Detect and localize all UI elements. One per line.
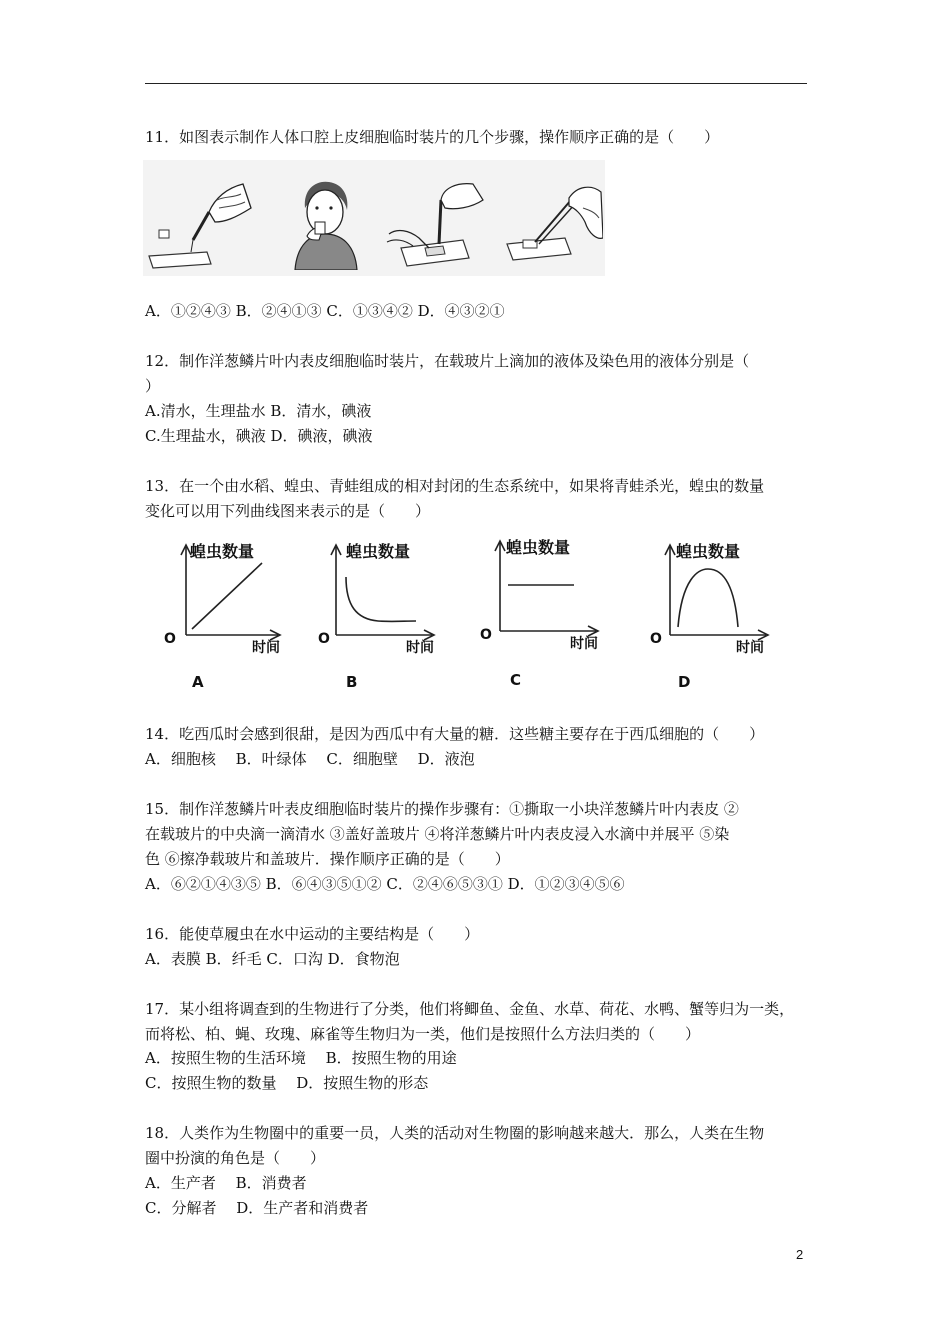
q13-graph-c [478,535,648,700]
step-1-dropper-slide-image [145,178,255,270]
q18-options-line-1: A．生产者 B．消费者 [145,1174,307,1192]
q16-stem: 16．能使草履虫在水中运动的主要结构是（ ） [145,925,480,943]
q17-stem-line-1: 17．某小组将调查到的生物进行了分类，他们将鲫鱼、金鱼、水草、荷花、水鸭、蟹等归为一类， [145,1000,795,1018]
q14-stem: 14．吃西瓜时会感到很甜，是因为西瓜中有大量的糖．这些糖主要存在于西瓜细胞的（ ） [145,725,765,743]
graph-a-letter: A [192,673,204,691]
q12-stem-line-2: ） [145,377,161,395]
graph-b-origin: O [318,631,330,647]
q11-stem: 11．如图表示制作人体口腔上皮细胞临时装片的几个步骤，操作顺序正确的是（ ） [145,128,720,146]
q12-stem-line-1: 12．制作洋葱鳞片叶内表皮细胞临时装片，在载玻片上滴加的液体及染色用的液体分别是（ [145,352,750,370]
graph-b-xlabel: 时间 [406,640,434,656]
step-3-cover-slip-image [383,178,493,270]
graph-d-letter: D [678,673,691,691]
header-rule [145,83,807,84]
q17-options-line-1: A．按照生物的生活环境 B．按照生物的用途 [145,1049,457,1067]
q14-options: A．细胞核 B．叶绿体 C．细胞壁 D．液泡 [145,750,475,768]
q15-stem-line-2: 在载玻片的中央滴一滴清水 ③盖好盖玻片 ④将洋葱鳞片叶内表皮浸入水滴中并展平 ⑤染 [145,825,730,843]
q12-options-line-1: A.清水，生理盐水 B．清水，碘液 [145,402,372,420]
q18-options-line-2: C．分解者 D．生产者和消费者 [145,1199,369,1217]
q17-options-line-2: C．按照生物的数量 D．按照生物的形态 [145,1074,429,1092]
q18-stem-line-1: 18．人类作为生物圈中的重要一员，人类的活动对生物圈的影响越来越大．那么，人类在生物 [145,1124,765,1142]
q15-options: A．⑥②①④③⑤ B．⑥④③⑤①② C．②④⑥⑤③① D．①②③④⑤⑥ [145,875,625,893]
graph-c-origin: O [480,627,492,643]
step-4-tweezers-slide-image [499,178,603,270]
q12-options-line-2: C.生理盐水，碘液 D．碘液，碘液 [145,427,373,445]
graph-a-curve [192,563,262,629]
page-number: 2 [796,1247,804,1262]
q17-stem-line-2: 而将松、柏、蝇、玫瑰、麻雀等生物归为一类，他们是按照什么方法归类的（ ） [145,1025,701,1043]
graph-d-ylabel: 蝗虫数量 [676,542,741,561]
graph-d-xlabel: 时间 [736,640,764,656]
graph-a-xlabel: 时间 [252,640,280,656]
q15-stem-line-3: 色 ⑥擦净载玻片和盖玻片．操作顺序正确的是（ ） [145,850,510,868]
graph-b-ylabel: 蝗虫数量 [346,542,411,561]
q13-graph-d [648,535,818,700]
graph-b-letter: B [346,673,358,691]
graph-c-letter: C [510,671,522,689]
graph-d-origin: O [650,631,662,647]
q16-options: A．表膜 B．纤毛 C．口沟 D．食物泡 [145,950,400,968]
q13-stem-line-1: 13．在一个由水稻、蝗虫、青蛙组成的相对封闭的生态系统中，如果将青蛙杀光，蝗虫的数量 [145,477,765,495]
q18-stem-line-2: 圈中扮演的角色是（ ） [145,1149,326,1167]
graph-b-curve [346,577,416,621]
graph-d-curve [678,569,738,627]
q13-graph-a [160,535,330,700]
q11-step-photos [143,160,605,276]
q13-graph-b [312,535,482,700]
graph-c-ylabel: 蝗虫数量 [506,538,571,557]
q13-stem-line-2: 变化可以用下列曲线图来表示的是（ ） [145,502,431,520]
graph-a-ylabel: 蝗虫数量 [190,542,255,561]
q15-stem-line-1: 15．制作洋葱鳞片叶表皮细胞临时装片的操作步骤有：①撕取一小块洋葱鳞片叶内表皮 ② [145,800,739,818]
step-2-person-rinsing-mouth-image [267,178,377,270]
graph-c-xlabel: 时间 [570,636,598,652]
q11-options: A．①②④③ B．②④①③ C．①③④② D．④③②① [145,302,505,320]
graph-a-origin: O [164,631,176,647]
